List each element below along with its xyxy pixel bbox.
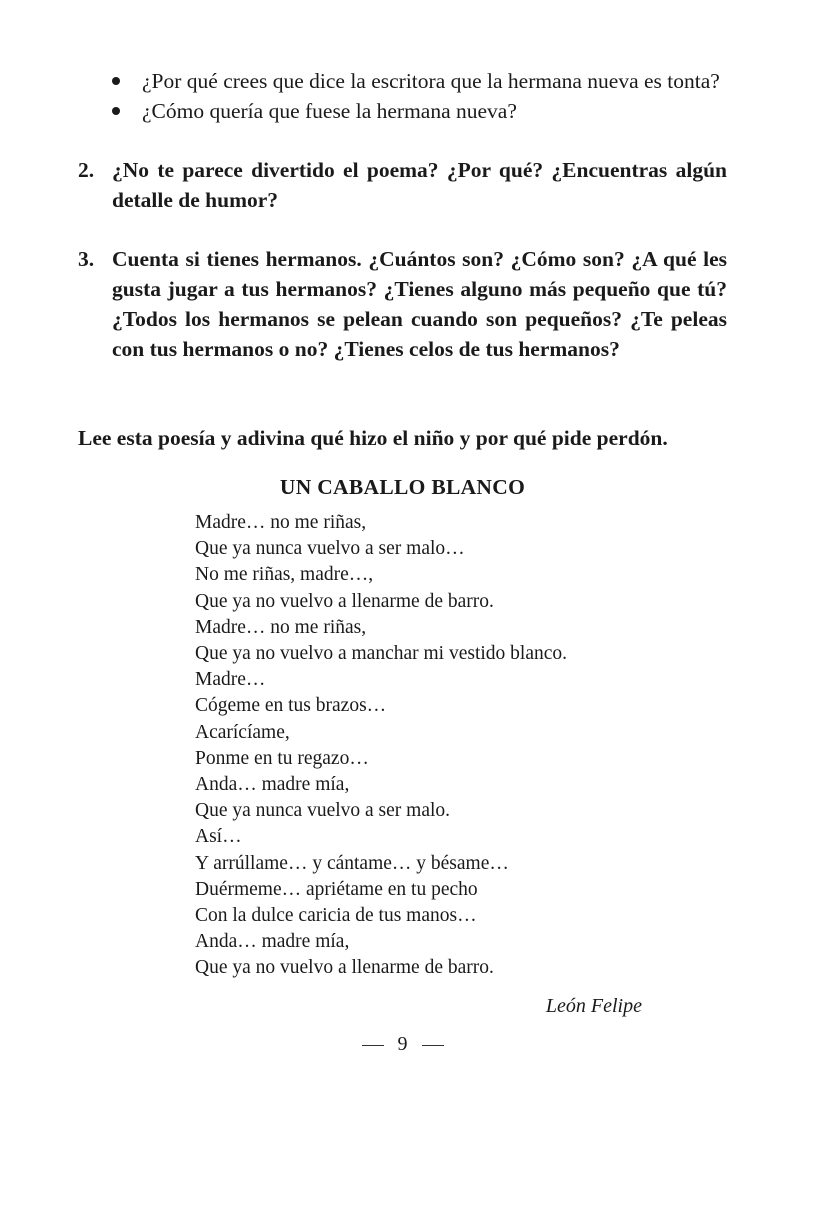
bullet-item	[112, 96, 727, 126]
poem-line: Que ya no vuelvo a llenarme de barro.	[195, 590, 494, 612]
poem-line: Duérmeme… apriétame en tu pecho	[195, 878, 478, 900]
poem-line: Que ya nunca vuelvo a ser malo…	[195, 538, 465, 560]
page-number: 9	[397, 1032, 408, 1055]
poem-title: UN CABALLO BLANCO	[279, 475, 526, 499]
bullet-list	[78, 66, 727, 126]
question-text: Cuenta si tienes hermanos. ¿Cuántos son? ¿Cómo son? ¿A qué les gusta jugar a tus hermanos? ¿Tienes alguno más pequeño que tú? ¿Todos los hermanos se pelean cuando son pequeños? ¿Te peleas con tus hermanos o no? ¿Tienes celos de tus hermanos?	[112, 247, 727, 361]
poem-line: Madre… no me riñas,	[195, 616, 367, 638]
poem-line: Y arrúllame… y cántame… y bésame…	[195, 852, 509, 874]
question-text: ¿No te parece divertido el poema? ¿Por qué? ¿Encuentras algún detalle de humor?	[112, 158, 727, 212]
bullet-item	[112, 66, 727, 96]
poem-line: Madre…	[195, 669, 266, 691]
question-number: 2.	[78, 158, 95, 182]
poem-line: Anda… madre mía,	[195, 774, 350, 796]
poem-line: Así…	[195, 826, 242, 848]
page-number-footer	[78, 1030, 727, 1058]
poem-line: Con la dulce caricia de tus manos…	[195, 905, 477, 927]
poem-line: Acarícíame,	[195, 721, 290, 743]
poem-body	[195, 510, 727, 982]
bullet-dot-icon	[112, 107, 120, 115]
poem-line: Ponme en tu regazo…	[195, 747, 369, 769]
poem-line: Que ya nunca vuelvo a ser malo.	[195, 800, 451, 822]
question-2	[78, 155, 727, 215]
dash-left	[362, 1045, 384, 1046]
reading-instruction: Lee esta poesía y adivina qué hizo el niño y por qué pide perdón.	[78, 426, 668, 450]
bullet-dot-icon	[112, 77, 120, 85]
bullet-text: ¿Por qué crees que dice la escritora que la hermana nueva es tonta?	[142, 69, 720, 93]
bullet-text: ¿Cómo quería que fuese la hermana nueva?	[142, 99, 517, 123]
poem-author: León Felipe	[545, 994, 642, 1017]
poem-line: No me riñas, madre…,	[195, 564, 374, 586]
poem-line: Que ya no vuelvo a manchar mi vestido blanco.	[195, 643, 568, 665]
document-page	[78, 66, 727, 1058]
question-number: 3.	[78, 247, 95, 271]
poem-line: Madre… no me riñas,	[195, 512, 367, 533]
poem-line: Anda… madre mía,	[195, 931, 350, 953]
poem-line: Cógeme en tus brazos…	[195, 695, 387, 717]
dash-right	[422, 1045, 444, 1046]
question-3	[78, 244, 727, 364]
poem-line: Que ya no vuelvo a llenarme de barro.	[195, 957, 494, 979]
